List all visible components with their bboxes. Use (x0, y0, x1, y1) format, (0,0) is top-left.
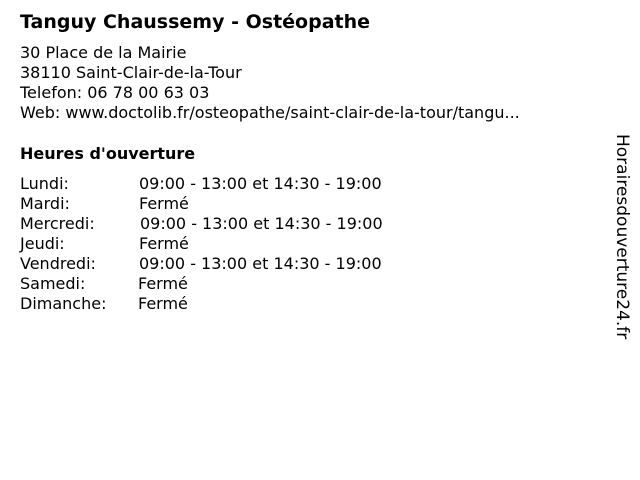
day-label: Jeudi: (20, 234, 65, 253)
address-city: 38110 Saint-Clair-de-la-Tour (20, 63, 242, 82)
site-watermark (612, 134, 632, 344)
day-hours: 09:00 - 13:00 et 14:30 - 19:00 (140, 214, 383, 233)
hours-heading: Heures d'ouverture (20, 144, 196, 163)
day-hours: 09:00 - 13:00 et 14:30 - 19:00 (139, 174, 382, 193)
contact-info (20, 43, 520, 123)
watermark-text: Horairesdouverture24.fr (612, 134, 632, 340)
day-hours: Fermé (139, 234, 189, 253)
day-label: Mardi: (20, 194, 70, 213)
day-label: Lundi: (20, 174, 69, 193)
day-label: Dimanche: (20, 294, 107, 313)
day-label: Vendredi: (20, 254, 96, 273)
day-hours: Fermé (138, 294, 188, 313)
day-hours: 09:00 - 13:00 et 14:30 - 19:00 (139, 254, 382, 273)
phone-number: Telefon: 06 78 00 63 03 (20, 83, 210, 102)
day-label: Samedi: (20, 274, 86, 293)
day-hours: Fermé (139, 194, 189, 213)
business-name: Tanguy Chaussemy - Ostéopathe (20, 11, 371, 33)
day-label: Mercredi: (20, 214, 95, 233)
address-street: 30 Place de la Mairie (20, 43, 187, 62)
day-hours: Fermé (138, 274, 188, 293)
website: Web: www.doctolib.fr/osteopathe/saint-clair-de-la-tour/tangu... (20, 103, 520, 122)
